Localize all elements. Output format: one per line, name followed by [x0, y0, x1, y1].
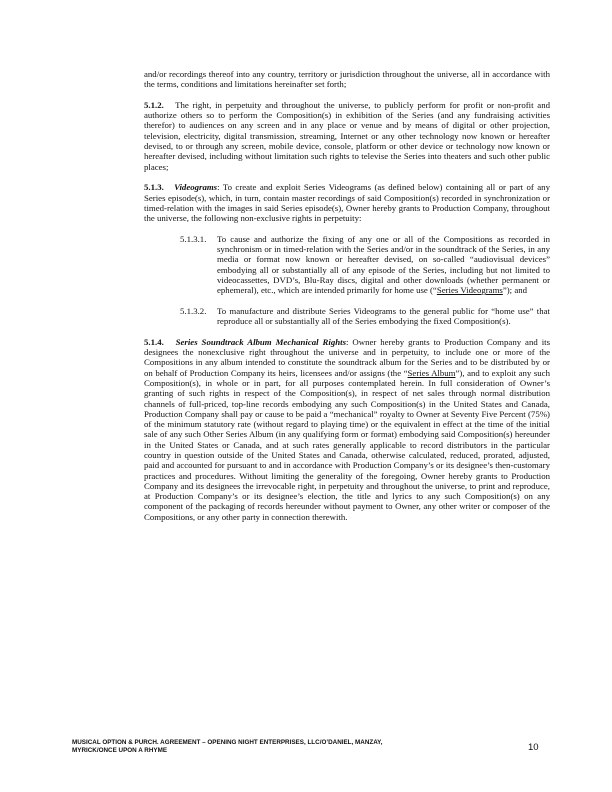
section-5-1-3-text: : To create and exploit Series Videograms (as defined below) containing all or part of any Series episode(s), which, in turn, contain master recordings of said Composition(s) recorded in synchronization or timed-relation with the images in said Series episode(s), Owner hereby grants to Production Company, throughout the universe, the following non-exclusive rights in perpetuity: — [144, 182, 550, 224]
section-5-1-3-1-number: 5.1.3.1. — [180, 233, 207, 244]
page-body — [144, 69, 550, 532]
section-5-1-4-text-end: ”), and to exploit any such Composition(s), in whole or in part, for all purposes contemplated herein. In full consideration of Owner’s granting of such rights in respect of the Composition(s), in respect of net sales through normal distribution channels of full-priced, top-line records embodying any such Composition(s) in the United States and Canada, Production Company shall pay or cause to be paid a “mechanical” royalty to Owner at Seventy Five Percent (75%) of the minimum statutory rate (without regard to playing time) or the equivalent in effect at the time of the initial sale of any such Other Series Album (in any qualifying form or format) embodying said Composition(s) hereunder in the United States or Canada, and at such rates generally applicable to record distributors in the particular country in question outside of the United States and Canada, otherwise calculated, reduced, prorated, adjusted, paid and accounted for pursuant to and in accordance with Production Company’s or its designee’s then-customary practices and procedures. Without limiting the generality of the foregoing, Owner hereby grants to Production Company and its designees the irrevocable right, in perpetuity and throughout the universe, to print and reproduce, at Production Company’s or its designee’s election, the title and lyrics to any such Composition(s) on any component of the packaging of records hereunder without payment to Owner, any other writer or composer of the Compositions, or any other party in connection therewith. — [144, 367, 550, 522]
lead-paragraph — [144, 69, 550, 90]
section-5-1-3-number: 5.1.3. — [144, 182, 164, 193]
section-5-1-3-heading: Videograms — [174, 182, 218, 193]
defined-term-series-videograms: Series Videograms — [436, 285, 503, 296]
footer-title-line-2: MYRICK/ONCE UPON A RHYME — [72, 747, 168, 755]
page-footer — [72, 739, 472, 755]
lead-paragraph-text: and/or recordings thereof into any country, territory or jurisdiction throughout the universe, all in accordance with the terms, conditions and limitations hereinafter set forth; — [144, 69, 550, 90]
defined-term-series-album: Series Album — [407, 367, 456, 378]
section-5-1-3-2 — [180, 306, 550, 327]
section-5-1-3-2-number: 5.1.3.2. — [180, 305, 207, 316]
section-5-1-4-number: 5.1.4. — [144, 336, 164, 347]
section-5-1-3-1-text-end: ”); and — [502, 285, 528, 296]
section-5-1-2 — [144, 100, 550, 172]
section-5-1-4-text: : Owner hereby grants to Production Company and its designees the nonexclusive right throughout the universe and in perpetuity, to include one or more of the Compositions in any album intended to constitute the soundtrack album for the Series and to be distributed by or on behalf of Production Company its heirs, licensees and/or assigns (the “ — [144, 336, 551, 378]
section-5-1-3-1 — [180, 234, 550, 296]
section-5-1-3-1-text: To cause and authorize the fixing of any one or all of the Compositions as recorded in synchronism or in timed-relation with the Series and/or in the soundtrack of the Series, in any media or format now known or hereafter devised, on so-called “audiovisual devices” embodying all or substantially all of any episode of the Series, including but not limited to videocassettes, DVD’s, Blu-Ray discs, digital and other downloads (whether permanent or ephemeral), etc., which are intended primarily for home use (“ — [217, 233, 550, 296]
section-5-1-3 — [144, 182, 550, 223]
section-5-1-4-heading: Series Soundtrack Album Mechanical Rights — [175, 336, 347, 347]
section-5-1-3-2-text: To manufacture and distribute Series Videograms to the general public for “home use” that reproduce all or substantially all of the Series embodying the fixed Composition(s). — [217, 305, 550, 327]
section-5-1-2-number: 5.1.2. — [144, 99, 164, 110]
page-number: 10 — [528, 742, 539, 753]
section-5-1-2-text: The right, in perpetuity and throughout the universe, to publicly perform for profit or non-profit and authorize others so to perform the Composition(s) in exhibition of the Series (and any fundraising activities therefor) to audiences on any screen and in any place or venue and by means of digital or other projection, television, electricity, digital transmission, streaming, Internet or any other technology now known or hereafter devised, to or through any screen, mobile device, console, platform or other device or technology now known or hereafter devised, including without limitation such rights to televise the Series into theaters and such other public places; — [144, 99, 550, 172]
section-5-1-4 — [144, 337, 550, 522]
footer-title-line-1: MUSICAL OPTION & PURCH. AGREEMENT – OPENING NIGHT ENTERPRISES, LLC/O’DANIEL, MANZAY, — [72, 739, 383, 746]
